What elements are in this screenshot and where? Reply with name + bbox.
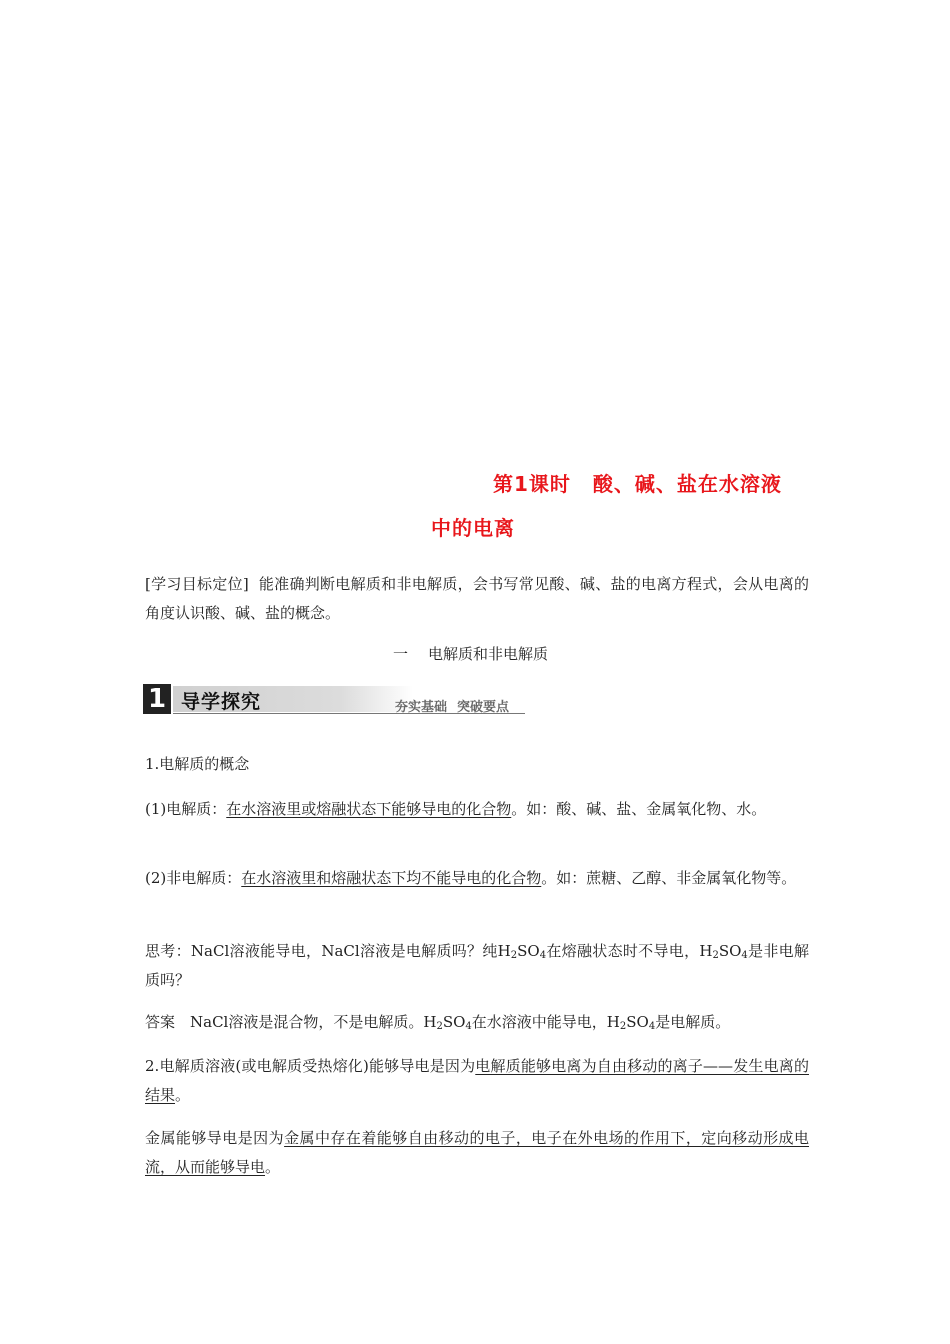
section-banner — [143, 684, 525, 716]
metal-conduction-paragraph — [145, 1124, 809, 1182]
subscript: 4 — [465, 1021, 472, 1032]
subscript: 4 — [741, 950, 748, 961]
banner-subtitle-b: 突破要点 — [457, 700, 510, 715]
banner-subtitle-a: 夯实基础 — [395, 700, 448, 715]
metal-answer: 金属中存在着能够自由移动的电子，电子在外电场的作用下，定向移动形成电流，从而能够导电 — [145, 1129, 809, 1176]
nonelectrolyte-answer: 在水溶液里和熔融状态下均不能导电的化合物 — [241, 869, 542, 887]
item-1-heading: 1.电解质的概念 — [145, 755, 250, 773]
electrolyte-definition — [145, 795, 809, 824]
learning-objectives — [145, 570, 809, 628]
question-part: SO — [718, 942, 742, 960]
subscript: 2 — [436, 1021, 443, 1032]
answer-part: SO — [626, 1013, 649, 1031]
question-part: 思考：NaCl溶液能导电，NaCl溶液是电解质吗？纯H — [145, 942, 511, 960]
banner-subtitle — [395, 696, 509, 715]
section-title: 电解质和非电解质 — [428, 645, 549, 663]
nonelectrolyte-prefix: (2)非电解质： — [145, 869, 242, 887]
subscript: 2 — [619, 1021, 627, 1032]
answer-part: 是电解质。 — [655, 1013, 731, 1031]
nonelectrolyte-suffix: 。如：蔗糖、乙醇、非金属氧化物等。 — [541, 869, 797, 887]
subscript: 4 — [648, 1021, 656, 1032]
answer-part: 在水溶液中能导电，H — [471, 1013, 620, 1031]
metal-suffix: 。 — [265, 1158, 281, 1176]
subscript: 2 — [510, 950, 518, 961]
lesson-number: 第1课时 — [493, 472, 571, 496]
objectives-text: 能准确判断电解质和非电解质，会书写常见酸、碱、盐的电离方程式，会从电离的角度认识酸、碱、盐的概念。 — [145, 575, 809, 622]
lesson-title-line1 — [493, 468, 782, 497]
electrolyte-prefix: (1)电解质： — [145, 800, 227, 818]
electrolyte-answer: 在水溶液里或熔融状态下能够导电的化合物 — [226, 800, 512, 818]
item-2-paragraph — [145, 1052, 809, 1110]
answer-part: 答案 NaCl溶液是混合物，不是电解质。H — [145, 1013, 437, 1031]
section-heading — [393, 643, 548, 664]
section-number: 一 — [393, 645, 409, 663]
answer — [145, 1008, 809, 1037]
item-2-prefix: 2.电解质溶液(或电解质受热熔化)能够导电是因为 — [145, 1057, 476, 1075]
metal-prefix: 金属能够导电是因为 — [145, 1129, 285, 1147]
question-part: SO — [517, 942, 540, 960]
question-part: 是非电解质吗？ — [145, 942, 809, 989]
objectives-label: [学习目标定位] — [145, 575, 249, 593]
lesson-topic: 酸、碱、盐在水溶液 — [592, 472, 782, 496]
thinking-question — [145, 937, 809, 995]
answer-part: SO — [442, 1013, 466, 1031]
lesson-title-line2: 中的电离 — [431, 516, 515, 540]
nonelectrolyte-definition — [145, 864, 809, 893]
subscript: 4 — [539, 950, 547, 961]
question-part: 在熔融状态时不导电，H — [546, 942, 713, 960]
banner-label: 导学探究 — [181, 691, 262, 713]
electrolyte-suffix: 。如：酸、碱、盐、金属氧化物、水。 — [511, 800, 767, 818]
banner-number: 1 — [143, 684, 171, 714]
subscript: 2 — [712, 950, 719, 961]
item-2-suffix: 。 — [175, 1086, 191, 1104]
item-2-answer: 电解质能够电离为自由移动的离子——发生电离的结果 — [145, 1057, 809, 1104]
